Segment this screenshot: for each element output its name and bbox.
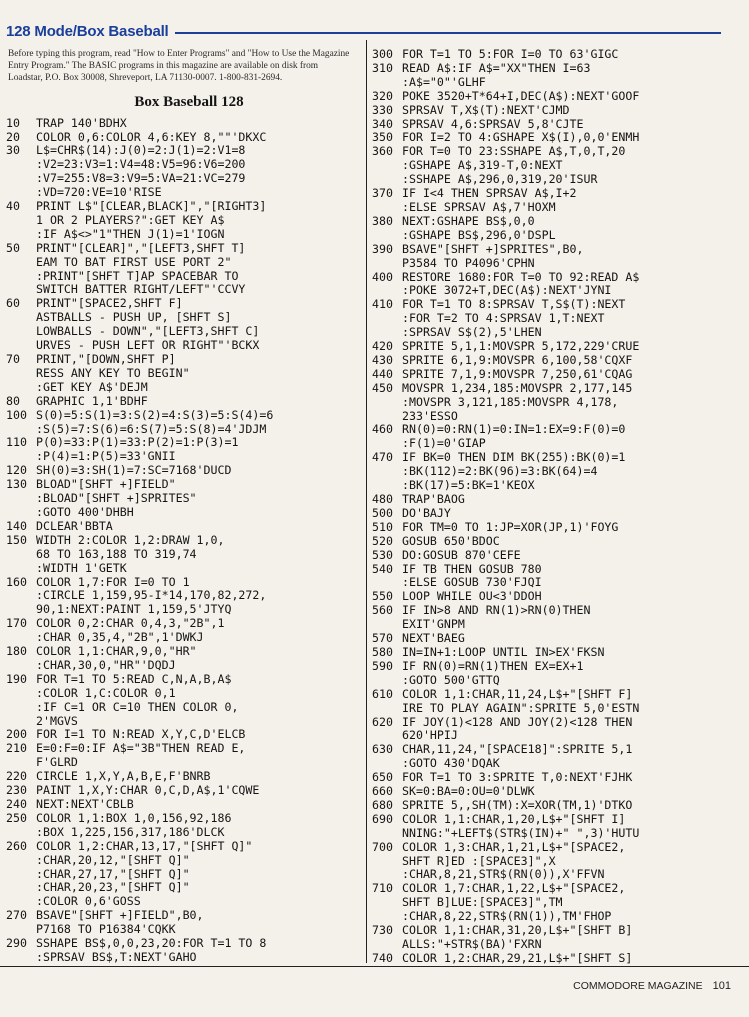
line-code: IF JOY(1)<128 AND JOY(2)<128 THEN 620'HPIJ <box>402 714 633 743</box>
code-line <box>6 131 358 145</box>
line-code: FOR I=1 TO N:READ X,Y,C,D'ELCB <box>36 727 246 742</box>
line-number: 570 <box>372 631 393 646</box>
line-number: 680 <box>372 797 393 812</box>
magazine-name: COMMODORE MAGAZINE <box>573 980 703 992</box>
code-line <box>6 395 358 409</box>
code-line <box>6 534 358 576</box>
code-line <box>372 507 732 521</box>
line-number: 450 <box>372 380 393 395</box>
line-number: 590 <box>372 658 393 673</box>
line-number: 200 <box>6 727 27 742</box>
line-number: 710 <box>372 881 393 896</box>
line-code: COLOR 1,1:CHAR,9,0,"HR" :CHAR,30,0,"HR"'DQDJ <box>36 644 197 672</box>
line-code: FOR T=1 TO 3:SPRITE T,0:NEXT'FJHK <box>402 770 633 785</box>
line-number: 660 <box>372 784 393 799</box>
code-line <box>372 243 732 271</box>
code-line <box>6 576 358 618</box>
code-line <box>6 742 358 770</box>
line-code: FOR T=1 TO 5:FOR I=0 TO 63'GIGC <box>402 47 619 61</box>
code-line <box>372 368 732 382</box>
line-code: IF IN>8 AND RN(1)>RN(0)THEN EXIT'GNPM <box>402 603 591 632</box>
line-code: FOR T=0 TO 23:SSHAPE A$,T,0,T,20 :GSHAPE A$,319-T,0:NEXT :SSHAPE A$,296,0,319,20'ISUR <box>402 144 626 187</box>
line-code: IF RN(0)=RN(1)THEN EX=EX+1 :GOTO 500'GTTQ <box>402 658 584 687</box>
code-line <box>372 90 732 104</box>
line-number: 460 <box>372 422 393 437</box>
code-line <box>372 131 732 145</box>
code-line <box>372 688 732 716</box>
line-number: 410 <box>372 297 393 312</box>
right-code-listing <box>372 48 732 966</box>
line-number: 550 <box>372 589 393 604</box>
line-code: FOR TM=0 TO 1:JP=XOR(JP,1)'FOYG <box>402 519 619 534</box>
line-code: IF I<4 THEN SPRSAV A$,I+2 :ELSE SPRSAV A$,7'HOXM <box>402 186 577 214</box>
line-number: 190 <box>6 671 27 686</box>
line-number: 60 <box>6 296 20 311</box>
line-number: 230 <box>6 783 27 798</box>
line-code: COLOR 0,2:CHAR 0,4,3,"2B",1 :CHAR 0,35,4,"2B",1'DWKJ <box>36 616 225 645</box>
line-number: 170 <box>6 616 27 631</box>
line-code: COLOR 1,1:BOX 1,0,156,92,186 :BOX 1,225,156,317,186'DLCK <box>36 810 232 839</box>
code-line <box>6 728 358 742</box>
code-line <box>372 799 732 813</box>
code-line <box>372 340 732 354</box>
line-number: 220 <box>6 769 27 784</box>
line-code: DO'BAJY <box>402 505 451 520</box>
code-line <box>6 353 358 395</box>
line-code: BLOAD"[SHFT +]FIELD" :BLOAD"[SHFT +]SPRITES" :GOTO 400'DHBH <box>36 477 197 519</box>
line-code: IF TB THEN GOSUB 780 :ELSE GOSUB 730'FJQI <box>402 561 542 590</box>
code-line <box>372 660 732 688</box>
line-code: SPRITE 7,1,9:MOVSPR 7,250,61'CQAG <box>402 366 633 381</box>
code-line <box>6 478 358 520</box>
line-number: 150 <box>6 532 27 547</box>
line-number: 370 <box>372 186 393 201</box>
line-number: 300 <box>372 47 393 61</box>
code-line <box>6 117 358 131</box>
line-number: 690 <box>372 811 393 826</box>
line-code: READ A$:IF A$="XX"THEN I=63 :A$="0"'GLHF <box>402 60 591 89</box>
line-number: 20 <box>6 129 20 144</box>
intro-paragraph: Before typing this program, read "How to Enter Programs" and "How to Use the Magazine Entry Program." The BASIC programs in this magazine are available on disk from Loadstar, P.O. Box 30008, Shreveport, LA 71130-0007. 1-800-831-2694. <box>8 49 350 84</box>
line-code: COLOR 1,7:CHAR,1,22,L$+"[SPACE2, SHFT B]LUE:[SPACE3]",TM :CHAR,8,22,STR$(RN(1)),TM'FHOP <box>402 881 626 924</box>
left-column <box>6 48 358 965</box>
line-number: 560 <box>372 603 393 618</box>
code-line <box>372 423 732 451</box>
footer-rule <box>0 966 749 967</box>
line-code: IF BK=0 THEN DIM BK(255):BK(0)=1 :BK(112)=2:BK(96)=3:BK(64)=4 :BK(17)=5:BK=1'KEOX <box>402 450 626 493</box>
code-line <box>6 520 358 534</box>
code-line <box>6 436 358 464</box>
left-code-listing <box>6 117 358 965</box>
code-line <box>372 493 732 507</box>
line-code: COLOR 1,2:CHAR,13,17,"[SHFT Q]" :CHAR,20,12,"[SHFT Q]" :CHAR,27,17,"[SHFT Q]" :CHAR,20,23,"[SHFT Q]" :COLOR 0,6'GOSS <box>36 838 253 909</box>
line-number: 700 <box>372 839 393 854</box>
line-number: 140 <box>6 518 27 533</box>
line-number: 420 <box>372 339 393 354</box>
line-code: CHAR,11,24,"[SPACE18]":SPRITE 5,1 :GOTO 430'DQAK <box>402 742 633 771</box>
line-number: 30 <box>6 143 20 158</box>
code-line <box>372 215 732 243</box>
line-code: FOR T=1 TO 8:SPRSAV T,S$(T):NEXT :FOR T=2 TO 4:SPRSAV 1,T:NEXT :SPRSAV S$(2),5'LHEN <box>402 297 626 340</box>
line-number: 240 <box>6 797 27 812</box>
line-code: COLOR 1,7:FOR I=0 TO 1 :CIRCLE 1,159,95-I*14,170,82,272, 90,1:NEXT:PAINT 1,159,5'JTYQ <box>36 574 267 617</box>
line-code: SPRITE 6,1,9:MOVSPR 6,100,58'CQXF <box>402 352 633 367</box>
line-code: SH(0)=3:SH(1)=7:SC=7168'DUCD <box>36 463 232 478</box>
code-line <box>372 952 732 966</box>
line-number: 520 <box>372 533 393 548</box>
code-line <box>372 187 732 215</box>
line-code: PRINT"[SPACE2,SHFT F] ASTBALLS - PUSH UP, [SHFT S] LOWBALLS - DOWN","[LEFT3,SHFT C] URVES - PUSH LEFT OR RIGHT"'BCKX <box>36 296 260 353</box>
line-code: NEXT:NEXT'CBLB <box>36 797 134 812</box>
line-code: GOSUB 650'BDOC <box>402 533 500 548</box>
line-number: 10 <box>6 115 20 130</box>
line-code: IN=IN+1:LOOP UNTIL IN>EX'FKSN <box>402 644 605 659</box>
code-line <box>372 841 732 883</box>
line-number: 50 <box>6 240 20 255</box>
code-line <box>6 812 358 840</box>
line-code: FOR I=2 TO 4:GSHAPE X$(I),0,0'ENMH <box>402 130 640 145</box>
line-number: 480 <box>372 492 393 506</box>
code-line <box>6 297 358 353</box>
line-number: 400 <box>372 269 393 284</box>
code-line <box>372 271 732 299</box>
line-code: SPRITE 5,,SH(TM):X=XOR(TM,1)'DTKO <box>402 797 633 812</box>
code-line <box>6 617 358 645</box>
line-number: 80 <box>6 393 20 408</box>
line-code: DO:GOSUB 870'CEFE <box>402 547 521 562</box>
code-line <box>6 784 358 798</box>
code-line <box>372 104 732 118</box>
line-code: SPRITE 5,1,1:MOVSPR 5,172,229'CRUE <box>402 339 640 354</box>
line-number: 290 <box>6 936 27 951</box>
line-code: SPRSAV 4,6:SPRSAV 5,8'CJTE <box>402 116 584 131</box>
line-number: 160 <box>6 574 27 589</box>
code-line <box>372 785 732 799</box>
line-code: NEXT:GSHAPE BS$,0,0 :GSHAPE BS$,296,0'DSPL <box>402 213 556 242</box>
code-line <box>372 882 732 924</box>
column-divider <box>366 40 367 963</box>
code-line <box>6 770 358 784</box>
line-number: 580 <box>372 644 393 659</box>
code-line <box>372 535 732 549</box>
code-line <box>372 354 732 368</box>
line-code: POKE 3520+T*64+I,DEC(A$):NEXT'GOOF <box>402 88 640 103</box>
line-number: 740 <box>372 950 393 965</box>
line-code: MOVSPR 1,234,185:MOVSPR 2,177,145 :MOVSPR 3,121,185:MOVSPR 4,178, 233'ESSO <box>402 380 633 423</box>
line-number: 390 <box>372 241 393 256</box>
code-line <box>372 771 732 785</box>
code-line <box>372 590 732 604</box>
line-number: 330 <box>372 102 393 117</box>
line-number: 440 <box>372 366 393 381</box>
code-line <box>372 451 732 493</box>
line-code: PRINT L$"[CLEAR,BLACK]","[RIGHT3] 1 OR 2 PLAYERS?":GET KEY A$ :IF A$<>"1"THEN J(1)=1'IOGN <box>36 199 267 241</box>
line-code: BSAVE"[SHFT +]FIELD",B0, P7168 TO P16384'CQKK <box>36 908 204 937</box>
line-number: 610 <box>372 686 393 701</box>
line-code: GRAPHIC 1,1'BDHF <box>36 393 148 408</box>
line-number: 530 <box>372 547 393 562</box>
page-header <box>0 22 749 46</box>
code-line <box>372 298 732 340</box>
code-line <box>372 382 732 424</box>
line-code: COLOR 1,3:CHAR,1,21,L$+"[SPACE2, SHFT R]ED :[SPACE3]",X :CHAR,8,21,STR$(RN(0)),X'FFVN <box>402 839 626 882</box>
line-number: 540 <box>372 561 393 576</box>
line-code: L$=CHR$(14):J(0)=2:J(1)=2:V1=8 :V2=23:V3=1:V4=48:V5=96:V6=200 :V7=255:V8=3:V9=5:VA=21:VC=279 :VD=720:VE=10'RISE <box>36 143 246 200</box>
line-number: 470 <box>372 450 393 465</box>
line-number: 110 <box>6 435 27 450</box>
line-number: 360 <box>372 144 393 159</box>
code-line <box>6 144 358 200</box>
line-number: 350 <box>372 130 393 145</box>
page-footer <box>573 980 731 992</box>
line-code: TRAP 140'BDHX <box>36 115 127 130</box>
code-line <box>6 840 358 910</box>
code-line <box>372 604 732 632</box>
line-number: 500 <box>372 505 393 520</box>
page-number: 101 <box>712 980 731 992</box>
line-number: 430 <box>372 352 393 367</box>
line-code: SK=0:BA=0:OU=0'DLWK <box>402 784 535 799</box>
line-code: BSAVE"[SHFT +]SPRITES",B0, P3584 TO P4096'CPHN <box>402 241 584 270</box>
code-line <box>372 521 732 535</box>
line-number: 380 <box>372 213 393 228</box>
line-number: 340 <box>372 116 393 131</box>
code-line <box>6 200 358 242</box>
code-line <box>6 798 358 812</box>
line-code: COLOR 1,1:CHAR,31,20,L$+"[SHFT B] ALLS:"+STR$(BA)'FXRN <box>402 923 633 951</box>
line-code: E=0:F=0:IF A$="3B"THEN READ E, F'GLRD <box>36 741 246 770</box>
line-code: WIDTH 2:COLOR 1,2:DRAW 1,0, 68 TO 163,188 TO 319,74 :WIDTH 1'GETK <box>36 532 225 575</box>
line-code: COLOR 1,1:CHAR,1,20,L$+"[SHFT I] NNING:"+LEFT$(STR$(IN)+" ",3)'HUTU <box>402 811 640 840</box>
line-number: 270 <box>6 908 27 923</box>
line-number: 70 <box>6 352 20 367</box>
line-number: 310 <box>372 60 393 75</box>
line-number: 650 <box>372 770 393 785</box>
line-code: NEXT'BAEG <box>402 631 465 646</box>
line-code: COLOR 1,2:CHAR,29,21,L$+"[SHFT S] <box>402 950 633 965</box>
line-number: 260 <box>6 838 27 853</box>
line-code: TRAP'BAOG <box>402 492 465 506</box>
code-line <box>372 563 732 591</box>
code-line <box>6 645 358 673</box>
line-code: S(0)=5:S(1)=3:S(2)=4:S(3)=5:S(4)=6 :S(5)=7:S(6)=6:S(7)=5:S(8)=4'JDJM <box>36 407 274 436</box>
line-number: 130 <box>6 477 27 492</box>
line-number: 180 <box>6 644 27 659</box>
code-line <box>372 646 732 660</box>
code-line <box>6 464 358 478</box>
code-line <box>372 118 732 132</box>
code-line <box>372 549 732 563</box>
line-number: 320 <box>372 88 393 103</box>
line-number: 250 <box>6 810 27 825</box>
code-line <box>6 909 358 937</box>
line-code: COLOR 1,1:CHAR,11,24,L$+"[SHFT F] IRE TO PLAY AGAIN":SPRITE 5,0'ESTN <box>402 686 640 715</box>
code-line <box>6 937 358 965</box>
line-number: 100 <box>6 407 27 422</box>
line-code: PRINT,"[DOWN,SHFT P] RESS ANY KEY TO BEGIN" :GET KEY A$'DEJM <box>36 352 190 394</box>
code-line <box>372 145 732 187</box>
header-rule <box>150 32 721 34</box>
code-line <box>372 924 732 952</box>
line-number: 730 <box>372 923 393 938</box>
line-number: 40 <box>6 199 20 214</box>
line-code: P(0)=33:P(1)=33:P(2)=1:P(3)=1 :P(4)=1:P(5)=33'GNII <box>36 435 239 464</box>
code-line <box>372 48 732 62</box>
code-line <box>6 409 358 437</box>
code-line <box>372 743 732 771</box>
line-code: FOR T=1 TO 5:READ C,N,A,B,A$ :COLOR 1,C:COLOR 0,1 :IF C=1 OR C=10 THEN COLOR 0, 2'MGVS <box>36 671 239 728</box>
code-line <box>372 813 732 841</box>
line-code: DCLEAR'BBTA <box>36 518 113 533</box>
program-title: Box Baseball 128 <box>134 93 244 110</box>
line-code: RESTORE 1680:FOR T=0 TO 92:READ A$ :POKE 3072+T,DEC(A$):NEXT'JYNI <box>402 269 640 298</box>
line-number: 620 <box>372 714 393 729</box>
line-number: 210 <box>6 741 27 756</box>
line-code: SSHAPE BS$,0,0,23,20:FOR T=1 TO 8 :SPRSAV BS$,T:NEXT'GAHO <box>36 936 267 964</box>
line-code: SPRSAV T,X$(T):NEXT'CJMD <box>402 102 570 117</box>
code-line <box>372 716 732 744</box>
line-number: 510 <box>372 519 393 534</box>
line-number: 630 <box>372 742 393 757</box>
line-code: COLOR 0,6:COLOR 4,6:KEY 8,""'DKXC <box>36 129 267 144</box>
line-code: LOOP WHILE OU<3'DDOH <box>402 589 542 604</box>
code-line <box>372 632 732 646</box>
line-code: RN(0)=0:RN(1)=0:IN=1:EX=9:F(0)=0 :F(1)=0'GIAP <box>402 422 626 451</box>
line-code: PRINT"[CLEAR]","[LEFT3,SHFT T] EAM TO BAT FIRST USE PORT 2" :PRINT"[SHFT T]AP SPACEBAR TO SWITCH BATTER RIGHT/LEFT"'CCVY <box>36 240 246 297</box>
line-code: PAINT 1,X,Y:CHAR 0,C,D,A$,1'CQWE <box>36 783 260 798</box>
code-line <box>372 62 732 90</box>
section-title: 128 Mode/Box Baseball <box>6 22 175 42</box>
right-column <box>372 48 732 966</box>
line-number: 120 <box>6 463 27 478</box>
code-line <box>6 673 358 729</box>
code-line <box>6 242 358 298</box>
line-code: CIRCLE 1,X,Y,A,B,E,F'BNRB <box>36 769 211 784</box>
